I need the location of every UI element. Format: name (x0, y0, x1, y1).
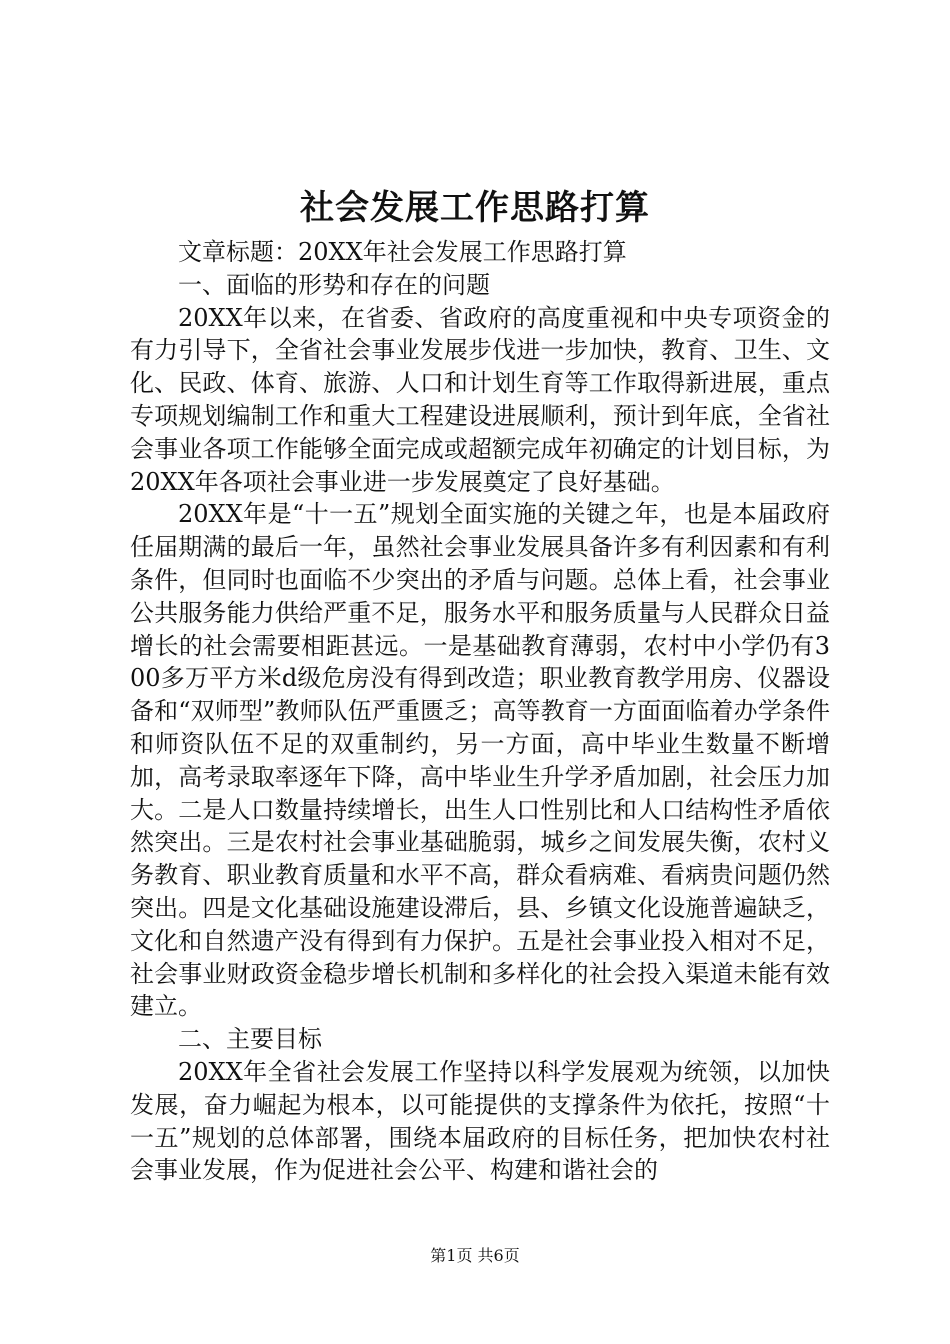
paragraph-2: 20XX年是“十一五”规划全面实施的关键之年，也是本届政府任届期满的最后一年，虽然社会事业发展具备许多有利因素和有利条件，但同时也面临不少突出的矛盾与问题。总体上看，社会事业公共服务能力供给严重不足，服务水平和服务质量与人民群众日益增长的社会需要相距甚远。一是基础教育薄弱，农村中小学仍有300多万平方米d级危房没有得到改造；职业教育教学用房、仪器设备和“双师型”教师队伍严重匮乏；高等教育一方面面临着办学条件和师资队伍不足的双重制约，另一方面，高中毕业生数量不断增加，高考录取率逐年下降，高中毕业生升学矛盾加剧，社会压力加大。二是人口数量持续增长，出生人口性别比和人口结构性矛盾依然突出。三是农村社会事业基础脆弱，城乡之间发展失衡，农村义务教育、职业教育质量和水平不高，群众看病难、看病贵问题仍然突出。四是文化基础设施建设滞后，县、乡镇文化设施普遍缺乏，文化和自然遗产没有得到有力保护。五是社会事业投入相对不足，社会事业财政资金稳步增长机制和多样化的社会投入渠道未能有效建立。 (130, 500, 830, 1021)
document-title: 社会发展工作思路打算 (300, 188, 650, 228)
paragraph-3: 20XX年全省社会发展工作坚持以科学发展观为统领，以加快发展，奋力崛起为根本，以可能提供的支撑条件为依托，按照“十一五”规划的总体部署，围绕本届政府的目标任务，把加快农村社会事业发展，作为促进社会公平、构建和谐社会的 (130, 1057, 830, 1185)
section-heading-1: 一、面临的形势和存在的问题 (178, 270, 490, 299)
page-footer: 第1页 共6页 (430, 1246, 520, 1265)
paragraph-1: 20XX年以来，在省委、省政府的高度重视和中央专项资金的有力引导下，全省社会事业发展步伐进一步加快，教育、卫生、文化、民政、体育、旅游、人口和计划生育等工作取得新进展，重点专项规划编制工作和重大工程建设进展顺利，预计到年底，全省社会事业各项工作能够全面完成或超额完成年初确定的计划目标，为20XX年各项社会事业进一步发展奠定了良好基础。 (130, 303, 830, 496)
section-heading-2: 二、主要目标 (178, 1025, 322, 1054)
document-body (130, 236, 830, 1187)
article-title-line: 文章标题：20XX年社会发展工作思路打算 (178, 238, 627, 266)
